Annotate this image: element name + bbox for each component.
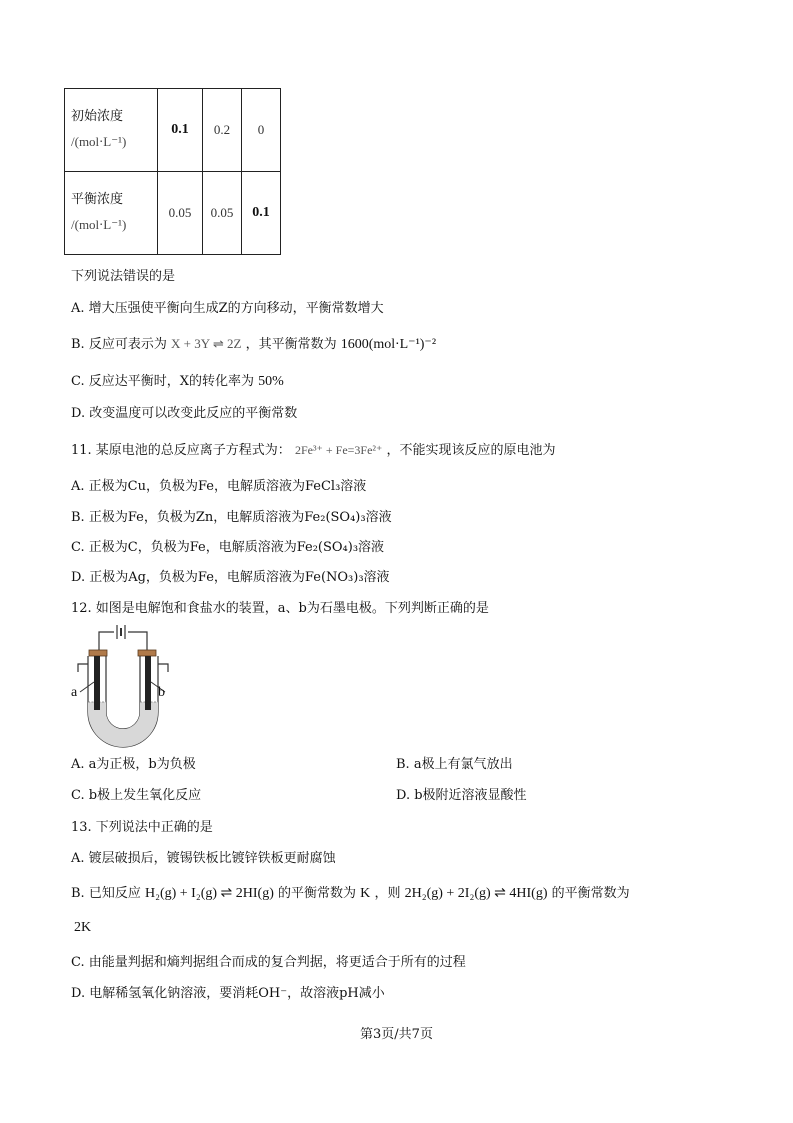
q13-option-b (71, 882, 630, 902)
side-tube (158, 664, 168, 672)
stopper (138, 650, 156, 656)
q10-stem: 下列说法错误的是 (71, 269, 176, 284)
stem-text: 11. 某原电池的总反应离子方程式为： (71, 443, 291, 458)
row-label: 平衡浓度 (71, 192, 124, 208)
q13-option-c: C. 由能量判据和熵判据组合而成的复合判据，将更适合于所有的过程 (71, 955, 466, 970)
option-text: C. 反应达平衡时，X的转化率为 (71, 374, 255, 389)
q13-stem: 13. 下列说法中正确的是 (71, 820, 213, 835)
side-tube (78, 664, 88, 672)
table-cell: 0.05 (203, 172, 242, 255)
option-text: ，其平衡常数为 (245, 337, 337, 352)
row-header (65, 89, 158, 172)
stopper (89, 650, 107, 656)
constant-symbol: K (360, 886, 371, 901)
table-row (65, 172, 281, 255)
electrode-label-b: b (158, 685, 165, 700)
row-label: 初始浓度 (71, 109, 124, 125)
q13-option-b-answer: 2K (74, 920, 92, 935)
option-text: B. 反应可表示为 (71, 337, 167, 352)
table-cell: 0 (242, 89, 281, 172)
q11-option-b: B. 正极为Fe，负极为Zn，电解质溶液为Fe₂(SO₄)₃溶液 (71, 510, 392, 525)
equation: X + 3Y ⇌ 2Z (170, 336, 242, 351)
q13-option-d: D. 电解稀氢氧化钠溶液，要消耗OH⁻，故溶液pH减小 (71, 986, 385, 1001)
concentration-table (64, 88, 281, 255)
table-cell: 0.1 (158, 89, 203, 172)
q12-option-d: D. b极附近溶液显酸性 (396, 788, 527, 803)
q10-option-a: A. 增大压强使平衡向生成Z的方向移动，平衡常数增大 (71, 301, 384, 316)
row-header (65, 172, 158, 255)
stem-text: ，不能实现该反应的原电池为 (386, 443, 556, 458)
table-cell: 0.2 (203, 89, 242, 172)
equation: 2Fe³⁺ + Fe=3Fe²⁺ (294, 443, 383, 457)
q10-option-c (71, 370, 284, 390)
table-cell: 0.05 (158, 172, 203, 255)
q12-option-b: B. a极上有氯气放出 (396, 757, 513, 772)
q12-stem: 12. 如图是电解饱和食盐水的装置，a、b为石墨电极。下列判断正确的是 (71, 601, 489, 616)
q12-option-c: C. b极上发生氧化反应 (71, 788, 202, 803)
table-cell: 0.1 (242, 172, 281, 255)
q12-option-a: A. a为正极，b为负极 (71, 757, 196, 772)
q11-option-a: A. 正极为Cu，负极为Fe，电解质溶液为FeCl₃溶液 (71, 479, 367, 494)
wire (99, 632, 114, 650)
option-text: 的平衡常数为 (278, 886, 357, 901)
option-text: 的平衡常数为 (551, 886, 630, 901)
electrolysis-apparatus-diagram (66, 620, 176, 748)
option-text: ，则 (374, 886, 401, 901)
electrode-label-a: a (71, 685, 78, 700)
table-row (65, 89, 281, 172)
q10-option-d: D. 改变温度可以改变此反应的平衡常数 (71, 406, 298, 421)
page-footer: 第3页/共7页 (360, 1027, 433, 1042)
wire (128, 632, 147, 650)
equation: H₂(g) + I₂(g) ⇌ 2HI(g) (144, 886, 274, 901)
q11-option-d: D. 正极为Ag，负极为Fe，电解质溶液为Fe(NO₃)₃溶液 (71, 570, 390, 585)
row-unit: /(mol⋅L⁻¹) (71, 134, 127, 149)
q13-option-a: A. 镀层破损后，镀锡铁板比镀锌铁板更耐腐蚀 (71, 851, 336, 866)
row-unit: /(mol⋅L⁻¹) (71, 217, 127, 232)
q11-stem (71, 439, 556, 458)
equation: 2H₂(g) + 2I₂(g) ⇌ 4HI(g) (404, 886, 548, 901)
electrode-a (94, 656, 100, 710)
q11-option-c: C. 正极为C，负极为Fe，电解质溶液为Fe₂(SO₄)₃溶液 (71, 540, 385, 555)
conversion-rate: 50% (258, 374, 284, 389)
equilibrium-constant: 1600(mol⋅L⁻¹)⁻² (340, 337, 437, 352)
option-text: B. 已知反应 (71, 886, 141, 901)
q10-option-b (71, 333, 436, 353)
electrode-b (145, 656, 151, 710)
u-tube (106, 656, 140, 729)
